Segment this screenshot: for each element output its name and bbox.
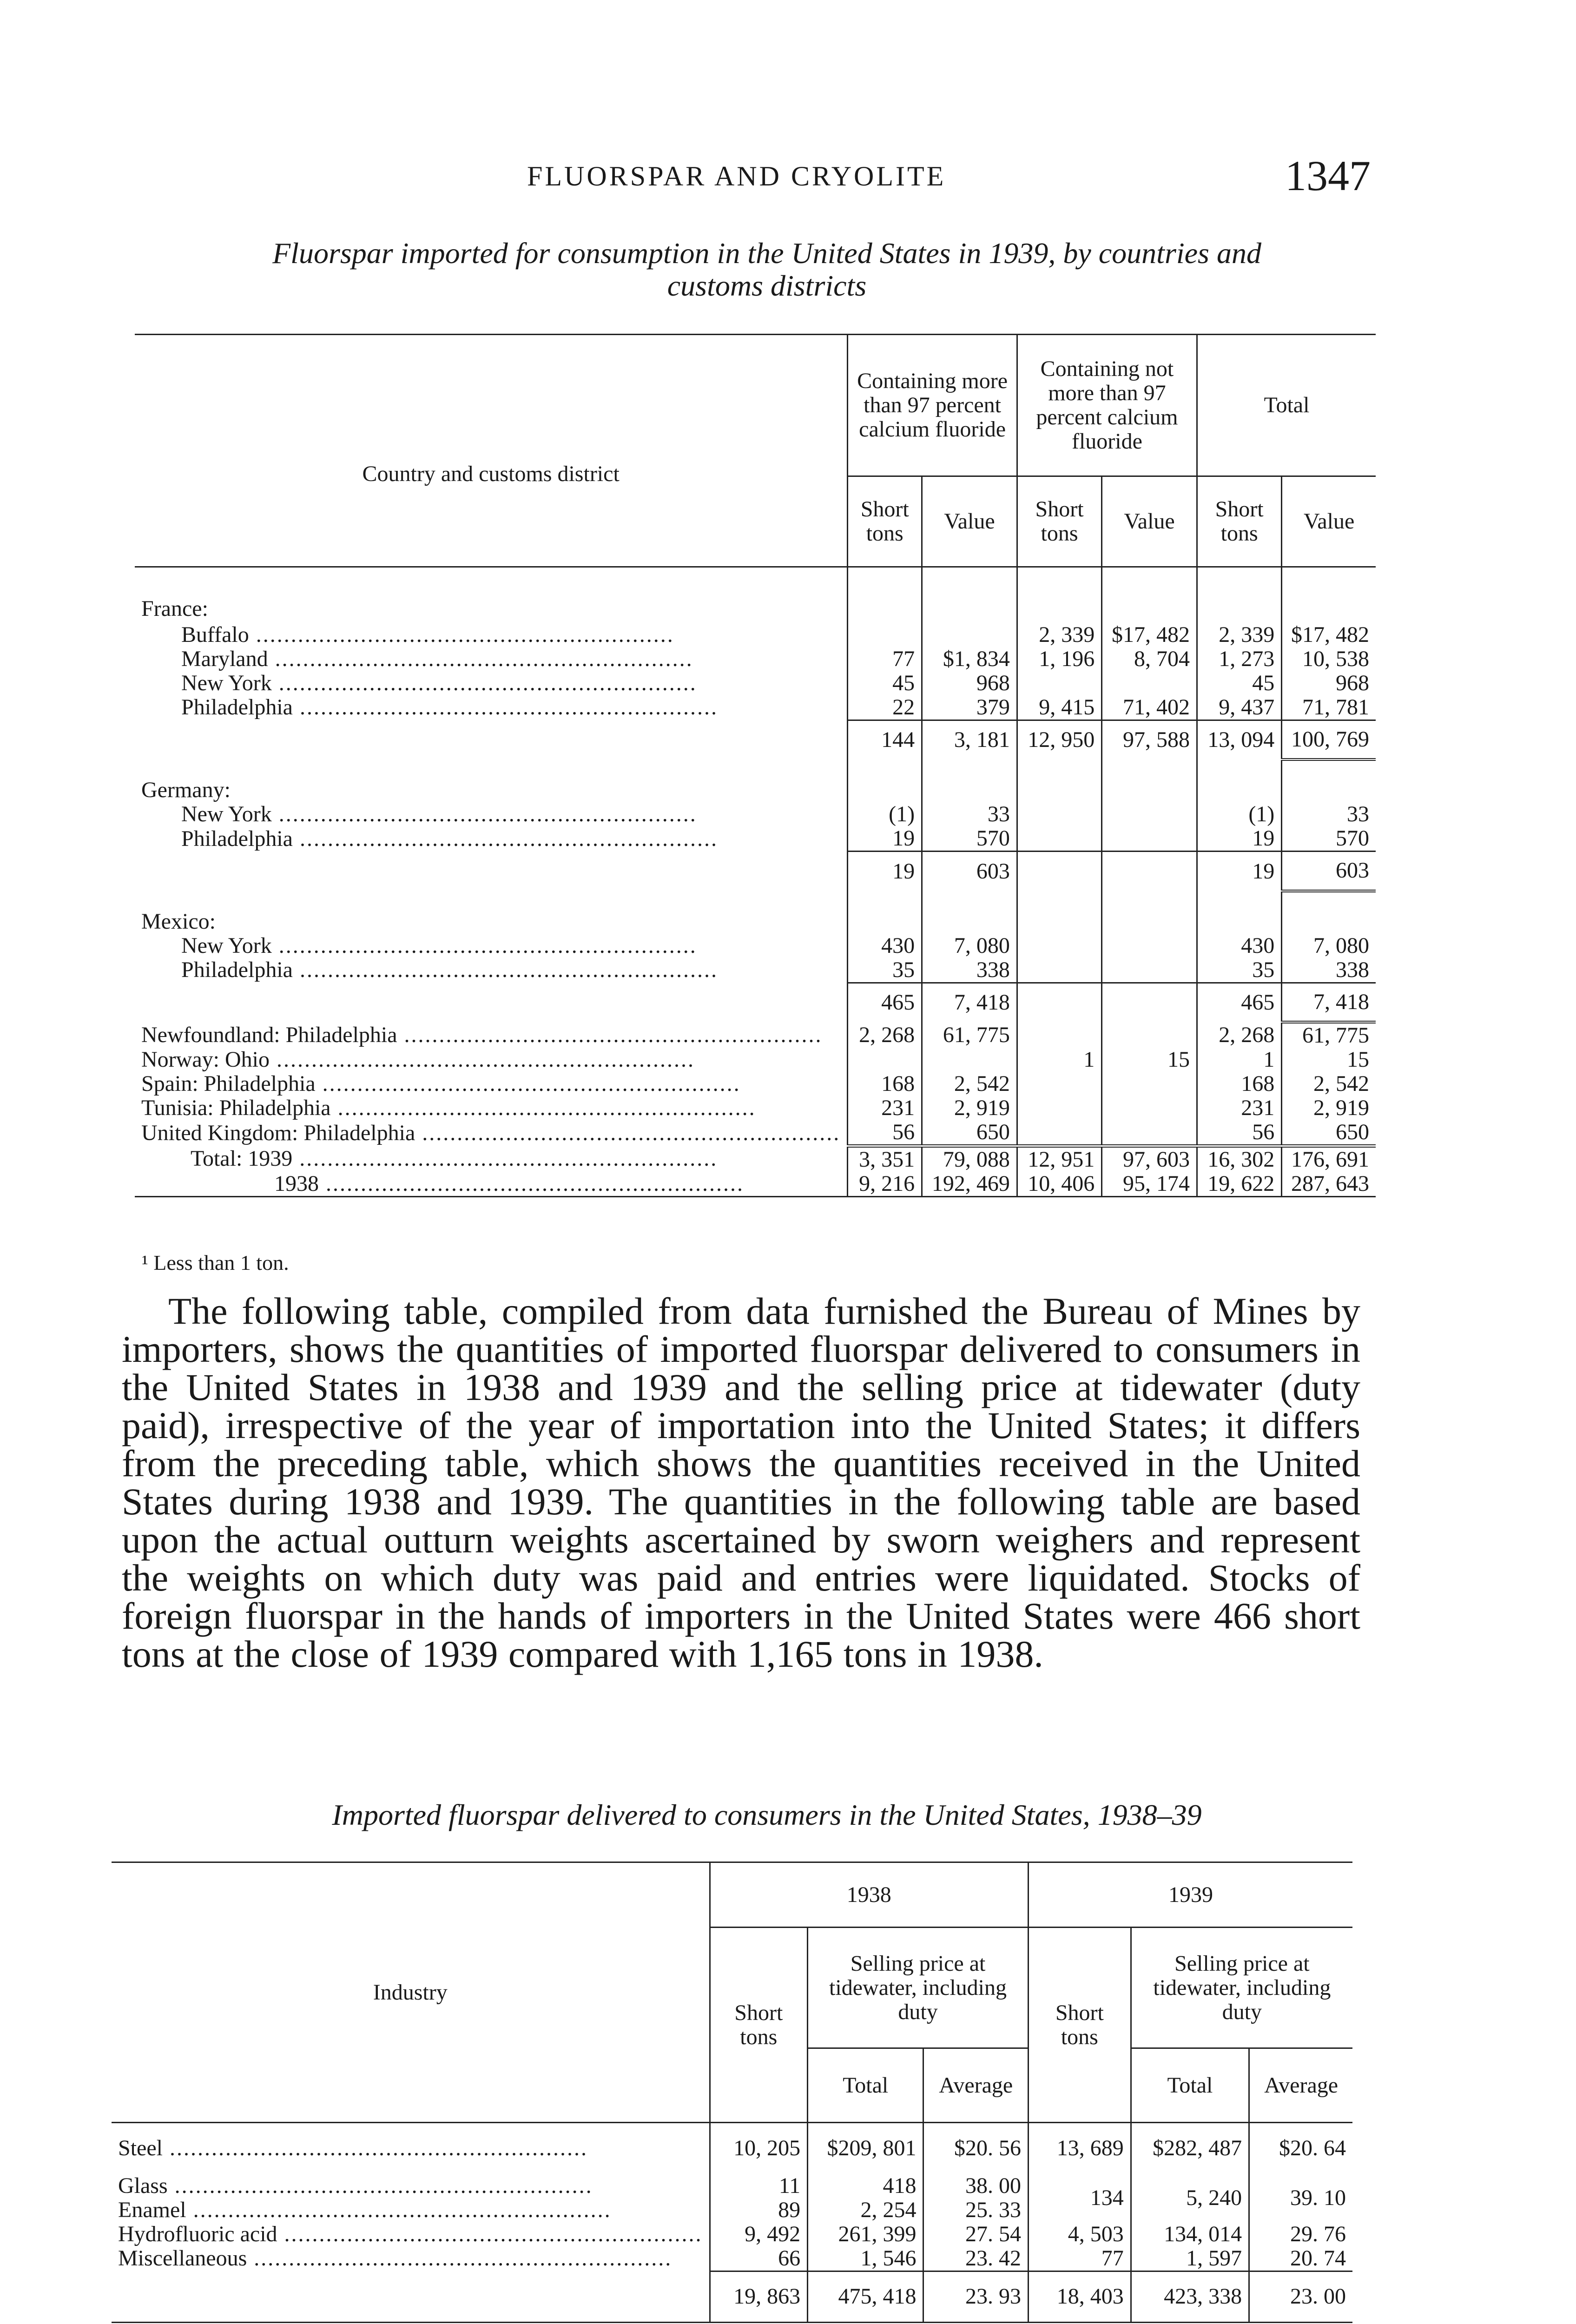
data-cell: 2, 919 (922, 1096, 1017, 1120)
row-label-text: Norway: Ohio (141, 1048, 270, 1072)
subtotal-label (135, 983, 848, 1022)
table-row (112, 2174, 1352, 2198)
data-cell (1102, 1072, 1197, 1096)
total-label (135, 1146, 848, 1172)
data-cell: 19, 863 (710, 2271, 808, 2322)
data-cell: $1, 834 (922, 647, 1017, 671)
row-label-text: Philadelphia (181, 957, 293, 983)
data-cell: 10, 538 (1282, 647, 1376, 671)
data-cell: 16, 302 (1197, 1146, 1281, 1172)
total-row (135, 1146, 1376, 1172)
data-cell: 10, 205 (710, 2123, 808, 2174)
data-cell: 97, 603 (1102, 1146, 1197, 1172)
running-title: FLUORSPAR AND CRYOLITE (527, 161, 946, 191)
price-1938-header: Selling price at tidewater, including duty (808, 1928, 1029, 2048)
row-label (112, 2123, 710, 2174)
data-cell: 39. 10 (1249, 2174, 1352, 2222)
row-label (135, 802, 848, 826)
empty-cell (922, 891, 1017, 934)
data-cell: 71, 781 (1282, 695, 1376, 720)
data-cell: 287, 643 (1282, 1172, 1376, 1197)
data-cell: 20. 74 (1249, 2246, 1352, 2271)
data-cell: 79, 088 (922, 1146, 1017, 1172)
row-label-text: Spain: Philadelphia (141, 1072, 316, 1096)
row-label (135, 1022, 848, 1048)
table-row (135, 958, 1376, 983)
data-cell: 465 (848, 983, 922, 1022)
leader-dots: ............................................................ (162, 2136, 588, 2161)
row-label-text: New York (181, 802, 272, 826)
table-row (135, 623, 1376, 647)
data-cell: 570 (1282, 826, 1376, 852)
data-cell: 22 (848, 695, 922, 720)
leader-dots: ............................................................ (292, 695, 718, 720)
empty-cell (922, 759, 1017, 802)
data-cell: 3, 351 (848, 1146, 922, 1172)
leader-dots: ............................................................ (277, 2222, 703, 2246)
fluorspar-consumers-table (112, 1862, 1352, 2323)
data-cell: $17, 482 (1282, 623, 1376, 647)
data-cell: 18, 403 (1029, 2271, 1131, 2322)
short-tons-1938-header: Short tons (710, 1928, 808, 2123)
data-cell (1102, 671, 1197, 695)
data-cell: 650 (922, 1120, 1017, 1146)
total-year: 1939 (248, 1146, 293, 1171)
data-cell: 19 (848, 826, 922, 852)
row-label-text: United Kingdom: Philadelphia (141, 1120, 415, 1145)
country-row (135, 567, 1376, 623)
empty-cell (848, 891, 922, 934)
row-label (112, 2222, 710, 2246)
leader-dots: ............................................................ (319, 1172, 744, 1196)
total-year: 1938 (274, 1172, 319, 1196)
data-cell: 9, 492 (710, 2222, 808, 2246)
leader-dots: ............................................................ (271, 802, 697, 826)
row-label-text: Tunisia: Philadelphia (141, 1096, 331, 1120)
data-cell: 23. 93 (923, 2271, 1029, 2322)
leader-dots: ............................................................ (292, 957, 718, 983)
table-row (135, 695, 1376, 720)
data-cell: 12, 951 (1017, 1146, 1101, 1172)
data-cell (922, 1048, 1017, 1072)
row-label (135, 695, 848, 720)
table-row (135, 1120, 1376, 1146)
empty-cell (848, 567, 922, 623)
data-cell: 379 (922, 695, 1017, 720)
group-header-over-97: Containing more than 97 percent calcium fluoride (848, 335, 1017, 476)
data-cell (1017, 1072, 1101, 1096)
row-label (135, 934, 848, 958)
data-cell: 176, 691 (1282, 1146, 1376, 1172)
data-cell: 134, 014 (1131, 2222, 1249, 2246)
empty-cell (1197, 567, 1281, 623)
data-cell: 2, 254 (808, 2198, 923, 2222)
data-cell: 19 (1197, 852, 1281, 891)
row-label (135, 1072, 848, 1096)
average-1939-header: Average (1249, 2048, 1352, 2123)
data-cell (1102, 802, 1197, 826)
leader-dots: ............................................................ (247, 2246, 673, 2271)
data-cell: 2, 339 (1197, 623, 1281, 647)
table-row (135, 1048, 1376, 1072)
empty-cell (1102, 759, 1197, 802)
table-row (135, 1072, 1376, 1096)
data-cell: 418 (808, 2174, 923, 2198)
subtotal-row (135, 720, 1376, 759)
data-cell: 1, 196 (1017, 647, 1101, 671)
data-cell: (1) (1197, 802, 1281, 826)
data-cell: 5, 240 (1131, 2174, 1249, 2222)
country-row (135, 759, 1376, 802)
table-row (135, 802, 1376, 826)
data-cell: 29. 76 (1249, 2222, 1352, 2246)
data-cell: 2, 919 (1282, 1096, 1376, 1120)
data-cell: 61, 775 (1282, 1022, 1376, 1048)
data-cell: 338 (922, 958, 1017, 983)
data-cell (1017, 934, 1101, 958)
data-cell (1102, 958, 1197, 983)
table-row (135, 934, 1376, 958)
page-number: 1347 (1285, 152, 1371, 199)
col-header-value: Value (1282, 476, 1376, 567)
data-cell: 1 (1197, 1048, 1281, 1072)
data-cell: 33 (922, 802, 1017, 826)
row-label (112, 2246, 710, 2271)
data-cell: 7, 418 (1282, 983, 1376, 1022)
table-row (135, 671, 1376, 695)
country-row (135, 891, 1376, 934)
row-label-text: Maryland (181, 647, 268, 671)
data-cell: 45 (848, 671, 922, 695)
data-cell: 603 (922, 852, 1017, 891)
empty-cell (848, 759, 922, 802)
data-cell: 475, 418 (808, 2271, 923, 2322)
row-label (112, 2174, 710, 2198)
data-cell: (1) (848, 802, 922, 826)
leader-dots: ............................................................ (271, 671, 697, 695)
data-cell (1102, 852, 1197, 891)
row-label-text: Buffalo (181, 622, 249, 647)
data-cell (1017, 671, 1101, 695)
average-1938-header: Average (923, 2048, 1029, 2123)
empty-cell (1017, 891, 1101, 934)
data-cell: 9, 415 (1017, 695, 1101, 720)
col-header-value: Value (1102, 476, 1197, 567)
data-cell: 66 (710, 2246, 808, 2271)
data-cell: 7, 418 (922, 983, 1017, 1022)
empty-cell (1197, 759, 1281, 802)
data-cell: 7, 080 (922, 934, 1017, 958)
data-cell: 134 (1029, 2174, 1131, 2222)
data-cell: 603 (1282, 852, 1376, 891)
data-cell: 35 (1197, 958, 1281, 983)
table-row (112, 2123, 1352, 2174)
data-cell: 8, 704 (1102, 647, 1197, 671)
empty-cell (1282, 891, 1376, 934)
data-cell: 45 (1197, 671, 1281, 695)
table-row (135, 1022, 1376, 1048)
year-header-1939: 1939 (1029, 1862, 1353, 1928)
data-cell: 38. 00 (923, 2174, 1029, 2198)
data-cell (1102, 1096, 1197, 1120)
data-cell: 2, 339 (1017, 623, 1101, 647)
data-cell: 77 (848, 647, 922, 671)
data-cell (1017, 958, 1101, 983)
data-cell: 97, 588 (1102, 720, 1197, 759)
data-cell: 968 (1282, 671, 1376, 695)
industry-header: Industry (112, 1862, 710, 2123)
total-label (135, 1172, 848, 1197)
leader-dots: ............................................................ (167, 2173, 593, 2198)
table-row (135, 1096, 1376, 1120)
data-cell: 12, 950 (1017, 720, 1101, 759)
data-cell: 33 (1282, 802, 1376, 826)
row-label (135, 1048, 848, 1072)
table-row (135, 647, 1376, 671)
data-cell (848, 623, 922, 647)
data-cell: 27. 54 (923, 2222, 1029, 2246)
data-cell: 11 (710, 2174, 808, 2198)
data-cell: 23. 42 (923, 2246, 1029, 2271)
data-cell: 13, 689 (1029, 2123, 1131, 2174)
table-row (112, 2246, 1352, 2271)
data-cell: 23. 00 (1249, 2271, 1352, 2322)
leader-dots: ............................................................ (292, 1146, 718, 1171)
data-cell: 19 (848, 852, 922, 891)
group-header-not-over-97: Containing not more than 97 percent calcium fluoride (1017, 335, 1197, 476)
country-label: France: (141, 596, 208, 621)
data-cell: $20. 56 (923, 2123, 1029, 2174)
stub-header: Country and customs district (135, 335, 848, 567)
data-cell: 35 (848, 958, 922, 983)
total-1938-header: Total (808, 2048, 923, 2123)
col-header-value: Value (922, 476, 1017, 567)
empty-cell (1017, 567, 1101, 623)
leader-dots: ............................................................ (330, 1096, 756, 1120)
leader-dots: ............................................................ (397, 1022, 823, 1047)
data-cell: 9, 437 (1197, 695, 1281, 720)
data-cell: 19 (1197, 826, 1281, 852)
leader-dots: ............................................................ (268, 647, 693, 671)
leader-dots: ............................................................ (292, 826, 718, 851)
total-row (112, 2271, 1352, 2322)
empty-cell (922, 567, 1017, 623)
data-cell: 231 (848, 1096, 922, 1120)
country-label: Mexico: (141, 909, 216, 934)
row-label-text: Philadelphia (181, 695, 293, 720)
data-cell: 650 (1282, 1120, 1376, 1146)
total-label (112, 2271, 710, 2322)
data-cell: 56 (1197, 1120, 1281, 1146)
data-cell: 2, 268 (1197, 1022, 1281, 1048)
total-row (135, 1172, 1376, 1197)
data-cell: 430 (1197, 934, 1281, 958)
row-label (135, 958, 848, 983)
data-cell: 15 (1282, 1048, 1376, 1072)
data-cell: 144 (848, 720, 922, 759)
empty-cell (1282, 759, 1376, 802)
subtotal-row (135, 983, 1376, 1022)
row-label (135, 647, 848, 671)
group-header-total: Total (1197, 335, 1376, 476)
subtotal-row (135, 852, 1376, 891)
body-paragraph: The following table, compiled from data furnished the Bureau of Mines by importers, shows the quantities of imported fluorspar delivered to consumers in the United States in 1938 and 1939 and the selling price at tidewater (duty paid), irrespective of the year of importation into the United States; it differs from the preceding table, which shows the quantities received in the United States during 1938 and 1939. The quantities in the following table are based upon the actual outturn weights ascertained by sworn weighers and represent the weights on which duty was paid and entries were liquidated. Stocks of foreign fluorspar in the hands of importers in the United States were 466 short tons at the close of 1939 compared with 1,165 tons in 1938. (122, 1290, 1360, 1675)
data-cell: 168 (848, 1072, 922, 1096)
data-cell (1102, 826, 1197, 852)
leader-dots: ............................................................ (249, 622, 674, 647)
data-cell: 10, 406 (1017, 1172, 1101, 1197)
data-cell: 168 (1197, 1072, 1281, 1096)
data-cell: 77 (1029, 2246, 1131, 2271)
row-label-text: New York (181, 671, 272, 695)
data-cell: 261, 399 (808, 2222, 923, 2246)
empty-cell (1282, 567, 1376, 623)
data-cell (1017, 1120, 1101, 1146)
row-label-text: New York (181, 933, 272, 958)
row-label-text: Hydrofluoric acid (118, 2222, 277, 2246)
data-cell: 19, 622 (1197, 1172, 1281, 1197)
col-header-short-tons: Short tons (1017, 476, 1101, 567)
data-cell: 1, 273 (1197, 647, 1281, 671)
data-cell: 2, 542 (1282, 1072, 1376, 1096)
subtotal-label (135, 852, 848, 891)
empty-cell (1102, 567, 1197, 623)
footnote: ¹ Less than 1 ton. (142, 1251, 289, 1274)
data-cell: 192, 469 (922, 1172, 1017, 1197)
data-cell (1102, 934, 1197, 958)
data-cell (1017, 1096, 1101, 1120)
data-cell: $17, 482 (1102, 623, 1197, 647)
total-word: Total: (191, 1146, 243, 1171)
table2-caption: Imported fluorspar delivered to consumers in the United States, 1938–39 (332, 1798, 1202, 1831)
data-cell: 89 (710, 2198, 808, 2222)
row-label (135, 1120, 848, 1146)
data-cell: 338 (1282, 958, 1376, 983)
data-cell: 423, 338 (1131, 2271, 1249, 2322)
fluorspar-imports-table (135, 334, 1376, 1197)
data-cell: 7, 080 (1282, 934, 1376, 958)
data-cell: 15 (1102, 1048, 1197, 1072)
data-cell (848, 1048, 922, 1072)
data-cell (1017, 802, 1101, 826)
row-label-text: Miscellaneous (118, 2246, 247, 2271)
row-label-text: Newfoundland: Philadelphia (141, 1022, 397, 1047)
data-cell: 2, 268 (848, 1022, 922, 1048)
data-cell: 71, 402 (1102, 695, 1197, 720)
data-cell: 1 (1017, 1048, 1101, 1072)
data-cell: 1, 546 (808, 2246, 923, 2271)
data-cell: 9, 216 (848, 1172, 922, 1197)
table-row (135, 826, 1376, 852)
leader-dots: ............................................................ (315, 1072, 741, 1096)
leader-dots: ............................................................ (186, 2198, 612, 2222)
data-cell: 61, 775 (922, 1022, 1017, 1048)
data-cell: 4, 503 (1029, 2222, 1131, 2246)
empty-cell (1197, 891, 1281, 934)
empty-cell (1102, 891, 1197, 934)
row-label (135, 671, 848, 695)
year-header-1938: 1938 (710, 1862, 1028, 1928)
data-cell: 100, 769 (1282, 720, 1376, 759)
data-cell: 13, 094 (1197, 720, 1281, 759)
data-cell: $20. 64 (1249, 2123, 1352, 2174)
country-label: Germany: (141, 778, 231, 802)
col-header-short-tons: Short tons (848, 476, 922, 567)
data-cell (1017, 1022, 1101, 1048)
data-cell (1102, 1120, 1197, 1146)
row-label (135, 623, 848, 647)
data-cell: 968 (922, 671, 1017, 695)
table-row (112, 2222, 1352, 2246)
data-cell (1017, 983, 1101, 1022)
data-cell: 1, 597 (1131, 2246, 1249, 2271)
data-cell (1102, 983, 1197, 1022)
data-cell: 231 (1197, 1096, 1281, 1120)
row-label-text: Enamel (118, 2198, 186, 2222)
subtotal-label (135, 720, 848, 759)
data-cell: 95, 174 (1102, 1172, 1197, 1197)
leader-dots: ............................................................ (269, 1048, 695, 1072)
row-label (112, 2198, 710, 2222)
short-tons-1939-header: Short tons (1029, 1928, 1131, 2123)
data-cell (1017, 826, 1101, 852)
data-cell: $282, 487 (1131, 2123, 1249, 2174)
data-cell: 56 (848, 1120, 922, 1146)
row-label-text: Philadelphia (181, 826, 293, 851)
data-cell (1102, 1022, 1197, 1048)
leader-dots: ............................................................ (415, 1120, 841, 1145)
data-cell (1017, 852, 1101, 891)
data-cell: $209, 801 (808, 2123, 923, 2174)
row-label (135, 1096, 848, 1120)
data-cell: 3, 181 (922, 720, 1017, 759)
data-cell: 465 (1197, 983, 1281, 1022)
empty-cell (1017, 759, 1101, 802)
data-cell: 25. 33 (923, 2198, 1029, 2222)
row-label (135, 826, 848, 852)
table1-caption-line1: Fluorspar imported for consumption in the United States in 1939, by countries and (272, 237, 1261, 270)
table1-caption-line2: customs districts (667, 269, 867, 302)
total-1939-header: Total (1131, 2048, 1249, 2123)
data-cell (922, 623, 1017, 647)
data-cell: 570 (922, 826, 1017, 852)
row-label-text: Steel (118, 2136, 163, 2161)
data-cell: 2, 542 (922, 1072, 1017, 1096)
col-header-short-tons: Short tons (1197, 476, 1281, 567)
data-cell: 430 (848, 934, 922, 958)
leader-dots: ............................................................ (271, 933, 697, 958)
table1-caption (139, 237, 1394, 302)
row-label-text: Glass (118, 2173, 168, 2198)
price-1939-header: Selling price at tidewater, including duty (1131, 1928, 1352, 2048)
